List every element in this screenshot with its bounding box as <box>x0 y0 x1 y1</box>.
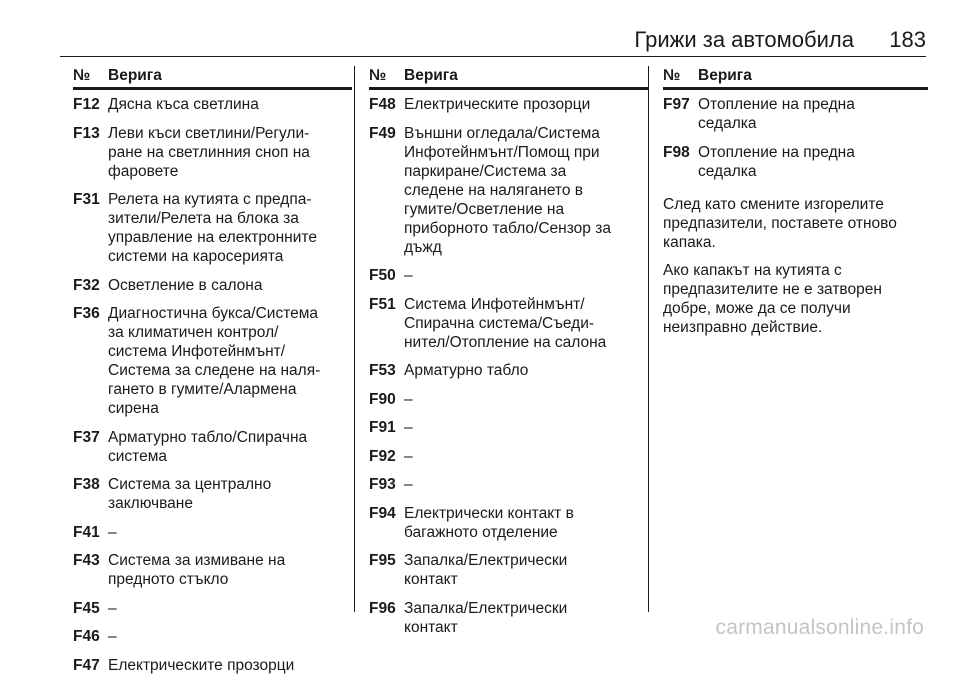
table-row <box>369 266 648 285</box>
circuit-description <box>698 95 928 133</box>
description-line: – <box>404 390 413 408</box>
description-line: Дясна къса светлина <box>108 96 259 113</box>
table-row <box>73 95 352 114</box>
table-row <box>73 599 352 618</box>
paragraph-line: предпазителите не е затворен <box>663 280 882 298</box>
description-line: – <box>404 267 413 284</box>
fuse-number: F45 <box>73 599 100 617</box>
description-line: система Инфотейнмънт/ <box>108 343 286 360</box>
paragraph <box>663 195 928 252</box>
table-row <box>369 390 648 409</box>
table-row <box>369 599 648 637</box>
table-row <box>73 627 352 646</box>
fuse-number: F91 <box>369 419 396 436</box>
fuse-number: F53 <box>369 362 396 379</box>
circuit-description <box>404 551 648 589</box>
description-line: предното стъкло <box>108 571 229 588</box>
number-column-header: № <box>663 67 681 84</box>
description-line: Спирачна система/Съеди- <box>404 314 595 332</box>
table-row <box>73 656 352 675</box>
fuse-number: F90 <box>369 390 396 408</box>
description-line: приборното табло/Сензор за <box>404 219 611 237</box>
circuit-description <box>108 551 352 589</box>
column-divider <box>354 66 355 612</box>
circuit-description <box>698 143 928 181</box>
circuit-description <box>108 523 352 542</box>
fuse-table-column-1 <box>73 66 352 684</box>
circuit-description <box>404 390 648 409</box>
circuit-description <box>108 475 352 513</box>
table-row <box>369 504 648 542</box>
table-row <box>369 475 648 494</box>
circuit-description <box>108 627 352 646</box>
fuse-number: F41 <box>73 523 100 541</box>
circuit-description <box>108 190 352 266</box>
table-row <box>369 551 648 589</box>
description-line: Електрическите прозорци <box>108 656 295 674</box>
header-divider <box>60 56 926 57</box>
description-line: Външни огледала/Система <box>404 124 600 142</box>
description-line: гането в гумите/Алармена <box>108 381 297 398</box>
circuit-description <box>404 266 648 285</box>
table-row <box>73 190 352 266</box>
circuit-description <box>108 428 352 466</box>
table-header <box>73 66 352 90</box>
circuit-description <box>404 124 648 257</box>
fuse-number: F51 <box>369 295 396 313</box>
table-row <box>369 295 648 352</box>
fuse-number: F47 <box>73 656 100 674</box>
circuit-column-header: Верига <box>404 67 458 84</box>
table-rows <box>73 95 352 675</box>
description-line: фаровете <box>108 162 179 180</box>
description-line: Система за измиване на <box>108 552 286 569</box>
circuit-column-header: Верига <box>698 67 752 84</box>
circuit-description <box>404 361 648 380</box>
table-row <box>369 95 648 114</box>
description-line: – <box>108 523 117 541</box>
table-row <box>663 143 928 181</box>
page-number: 183 <box>889 27 926 52</box>
table-row <box>73 475 352 513</box>
table-row <box>73 551 352 589</box>
circuit-description <box>404 447 648 466</box>
table-row <box>73 276 352 295</box>
description-line: Запалка/Електрически <box>404 552 568 569</box>
description-line: Релета на кутията с предпа- <box>108 191 312 208</box>
circuit-description <box>404 95 648 114</box>
circuit-description <box>108 599 352 618</box>
table-row <box>73 523 352 542</box>
description-line: Система за следене на наля- <box>108 362 321 379</box>
description-line: Арматурно табло <box>404 362 529 379</box>
table-row <box>369 418 648 437</box>
description-line: Леви къси светлини/Регули- <box>108 124 310 142</box>
circuit-description <box>108 304 352 418</box>
table-row <box>73 428 352 466</box>
description-line: седалка <box>698 115 757 132</box>
circuit-description <box>108 95 352 114</box>
fuse-number: F97 <box>663 96 690 113</box>
paragraph-line: Ако капакът на кутията с <box>663 261 842 279</box>
fuse-number: F12 <box>73 96 100 113</box>
fuse-table-column-2 <box>369 66 648 646</box>
description-line: – <box>404 447 413 465</box>
description-line: сирена <box>108 400 159 417</box>
description-line: системи на каросерията <box>108 248 284 265</box>
description-line: гумите/Осветление на <box>404 200 565 218</box>
description-line: следене на налягането в <box>404 181 584 199</box>
description-line: Арматурно табло/Спирачна <box>108 428 308 446</box>
fuse-number: F38 <box>73 476 100 493</box>
fuse-number: F94 <box>369 504 396 522</box>
description-line: зители/Релета на блока за <box>108 210 299 227</box>
description-line: Електрически контакт в <box>404 504 574 522</box>
description-line: Система за централно <box>108 476 272 493</box>
description-line: заключване <box>108 495 193 512</box>
table-row <box>663 95 928 133</box>
fuse-number: F43 <box>73 552 100 569</box>
description-line: за климатичен контрол/ <box>108 324 279 341</box>
description-line: Система Инфотейнмънт/ <box>404 295 585 313</box>
page-title: Грижи за автомобила <box>634 27 854 52</box>
description-line: Отопление на предна <box>698 143 855 161</box>
circuit-description <box>404 475 648 494</box>
description-line: Запалка/Електрически <box>404 599 568 617</box>
column-divider <box>648 66 649 612</box>
paragraph-line: След като смените изгорелите <box>663 195 884 213</box>
description-line: Диагностична букса/Система <box>108 305 319 322</box>
number-column-header: № <box>73 67 91 84</box>
table-row <box>73 304 352 418</box>
circuit-description <box>108 124 352 181</box>
fuse-number: F95 <box>369 552 396 569</box>
fuse-number: F92 <box>369 447 396 465</box>
paragraph-line: неизправно действие. <box>663 318 823 336</box>
fuse-number: F46 <box>73 628 100 645</box>
table-header <box>663 66 928 90</box>
description-line: – <box>108 599 117 617</box>
paragraph-line: добре, може да се получи <box>663 299 851 317</box>
table-row <box>369 361 648 380</box>
fuse-number: F31 <box>73 191 100 208</box>
description-line: багажното отделение <box>404 523 558 541</box>
description-line: паркиране/Система за <box>404 162 567 180</box>
circuit-description <box>108 656 352 675</box>
fuse-number: F93 <box>369 476 396 493</box>
table-rows <box>663 95 928 181</box>
circuit-description <box>108 276 352 295</box>
description-line: система <box>108 447 167 465</box>
description-line: Електрическите прозорци <box>404 96 591 113</box>
fuse-number: F49 <box>369 124 396 142</box>
fuse-number: F36 <box>73 305 100 322</box>
description-line: контакт <box>404 618 458 636</box>
circuit-description <box>404 418 648 437</box>
table-header <box>369 66 648 90</box>
description-line: ране на светлинния сноп на <box>108 143 310 161</box>
fuse-number: F13 <box>73 124 100 142</box>
circuit-description <box>404 599 648 637</box>
description-line: управление на електронните <box>108 229 317 246</box>
table-row <box>369 124 648 257</box>
circuit-column-header: Верига <box>108 67 162 84</box>
description-line: седалка <box>698 162 757 180</box>
description-line: контакт <box>404 571 458 588</box>
number-column-header: № <box>369 67 387 84</box>
circuit-description <box>404 504 648 542</box>
paragraph-line: предпазители, поставете отново <box>663 214 897 232</box>
table-rows <box>369 95 648 637</box>
paragraph <box>663 261 928 337</box>
description-line: Инфотейнмънт/Помощ при <box>404 143 600 161</box>
table-row <box>73 124 352 181</box>
circuit-description <box>404 295 648 352</box>
page-header <box>60 26 926 56</box>
description-line: Осветление в салона <box>108 276 263 294</box>
watermark: carmanualsonline.info <box>715 616 924 639</box>
fuse-number: F98 <box>663 143 690 161</box>
fuse-table-column-3 <box>663 66 928 346</box>
fuse-number: F96 <box>369 599 396 617</box>
description-line: – <box>404 476 413 493</box>
description-line: Отопление на предна <box>698 96 855 113</box>
paragraph-line: капака. <box>663 233 716 251</box>
instruction-text <box>663 195 928 337</box>
table-row <box>369 447 648 466</box>
fuse-number: F48 <box>369 96 396 113</box>
description-line: нител/Отопление на салона <box>404 333 607 351</box>
description-line: – <box>108 628 117 645</box>
description-line: – <box>404 419 413 436</box>
fuse-number: F50 <box>369 267 396 284</box>
fuse-number: F37 <box>73 428 100 446</box>
fuse-number: F32 <box>73 276 100 294</box>
description-line: дъжд <box>404 238 442 256</box>
